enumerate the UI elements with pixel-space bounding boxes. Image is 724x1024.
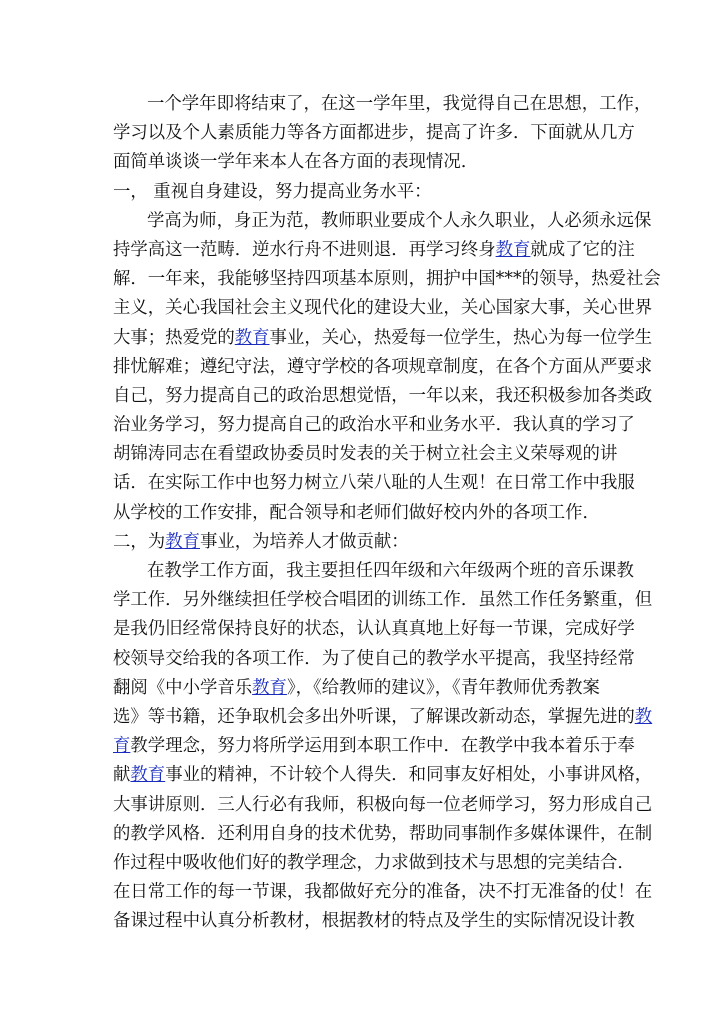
text-line — [113, 645, 635, 674]
text-line — [113, 207, 652, 236]
text-line — [113, 557, 634, 586]
text-line — [113, 324, 653, 353]
text-line — [113, 236, 635, 265]
text-line — [113, 265, 661, 294]
text-line — [113, 148, 613, 177]
text-segment: 排忧解难；遵纪守法，遵守学校的各项规章制度，在各个方面从严要求 — [113, 356, 653, 377]
text-segment: 事业的精神，不计较个人得失．和同事友好相处，小事讲风格， — [165, 765, 653, 786]
text-segment: 献 — [113, 765, 131, 786]
education-link[interactable]: 教育 — [165, 531, 200, 552]
text-line — [113, 411, 635, 440]
text-line — [113, 732, 635, 761]
text-segment: 学工作．另外继续担任学校合唱团的训练工作．虽然工作任务繁重，但 — [113, 590, 653, 611]
text-line — [113, 820, 653, 849]
text-line — [113, 761, 653, 790]
text-segment: 大事；热爱党的 — [113, 327, 235, 348]
text-segment: 二，为 — [113, 531, 166, 552]
text-segment: 学习以及个人素质能力等各方面都进步，提高了许多．下面就从几方 — [113, 123, 635, 144]
text-segment: 从学校的工作安排，配合领导和老师们做好校内外的各项工作． — [113, 502, 600, 523]
text-segment: 的教学风格．还利用自身的技术优势，帮助同事制作多媒体课件，在制 — [113, 823, 653, 844]
text-line — [113, 878, 653, 907]
text-line — [113, 90, 652, 119]
document-body — [113, 90, 661, 936]
text-segment: 事业，关心，热爱每一位学生，热心为每一位学生 — [269, 327, 653, 348]
text-line — [113, 586, 653, 615]
text-line — [113, 528, 613, 557]
text-segment: 在教学工作方面，我主要担任四年级和六年级两个班的音乐课教 — [147, 561, 634, 581]
text-segment: 一个学年即将结束了，在这一学年里，我觉得自己在思想，工作， — [147, 94, 652, 114]
text-segment: 持学高这一范畴．逆水行舟不进则退．再学习终身 — [113, 239, 496, 260]
text-segment: 治业务学习，努力提高自己的政治水平和业务水平．我认真的学习了 — [113, 415, 635, 436]
text-line — [113, 440, 618, 469]
text-segment: 主义，关心我国社会主义现代化的建设大业，关心国家大事，关心世界 — [113, 298, 653, 319]
text-line — [113, 674, 613, 703]
text-segment: 备课过程中认真分析教材，根据教材的特点及学生的实际情况设计教 — [113, 911, 635, 932]
text-line — [113, 294, 653, 323]
text-line — [113, 791, 653, 820]
education-link[interactable]: 育 — [113, 736, 131, 757]
text-line — [113, 703, 653, 732]
text-line — [113, 469, 635, 498]
text-segment: 教学理念，努力将所学运用到本职工作中．在教学中我本着乐于奉 — [130, 736, 635, 757]
text-segment: 在日常工作的每一节课，我都做好充分的准备，决不打无准备的仗！在 — [113, 882, 653, 903]
text-segment: 大事讲原则．三人行必有我师，积极向每一位老师学习，努力形成自己 — [113, 794, 653, 815]
text-segment: 一， 重视自身建设，努力提高业务水平： — [113, 181, 432, 202]
text-segment: 解．一年来，我能够坚持四项基本原则，拥护中国***的领导，热爱社会 — [113, 269, 661, 290]
education-link[interactable]: 教 — [634, 706, 653, 727]
text-segment: 》，《给教师的建议》，《青年教师优秀教案 — [286, 677, 600, 698]
text-segment: 选》等书籍，还争取机会多出外听课，了解课改新动态，掌握先进的 — [113, 706, 635, 727]
text-line — [113, 849, 635, 878]
text-segment: 作过程中吸收他们好的教学理念，力求做到技术与思想的完美结合． — [113, 852, 635, 873]
text-line — [113, 499, 613, 528]
education-link[interactable]: 教育 — [495, 239, 531, 260]
text-segment: 就成了它的注 — [530, 239, 635, 260]
text-line — [113, 382, 653, 411]
text-line — [113, 353, 653, 382]
text-line — [113, 907, 635, 936]
education-link[interactable]: 教育 — [130, 765, 166, 786]
text-segment: 话．在实际工作中也努力树立八荣八耻的人生观！在日常工作中我服 — [113, 473, 635, 494]
text-segment: 校领导交给我的各项工作．为了使自己的教学水平提高，我坚持经常 — [113, 648, 635, 669]
text-line — [113, 615, 635, 644]
text-line — [113, 119, 635, 148]
text-line — [113, 178, 613, 207]
text-segment: 自己，努力提高自己的政治思想觉悟，一年以来，我还积极参加各类政 — [113, 385, 653, 406]
text-segment: 学高为师，身正为范，教师职业要成个人永久职业，人必须永远保 — [147, 210, 652, 231]
education-link[interactable]: 教育 — [252, 677, 287, 698]
text-segment: 翻阅《中小学音乐 — [113, 677, 253, 698]
education-link[interactable]: 教育 — [234, 327, 270, 348]
text-segment: 面简单谈谈一学年来本人在各方面的表现情况． — [113, 152, 479, 173]
text-segment: 事业，为培养人才做贡献： — [199, 531, 409, 552]
text-segment: 是我仍旧经常保持良好的状态，认认真真地上好每一节课，完成好学 — [113, 619, 635, 640]
text-segment: 胡锦涛同志在看望政协委员时发表的关于树立社会主义荣辱观的讲 — [113, 444, 618, 465]
